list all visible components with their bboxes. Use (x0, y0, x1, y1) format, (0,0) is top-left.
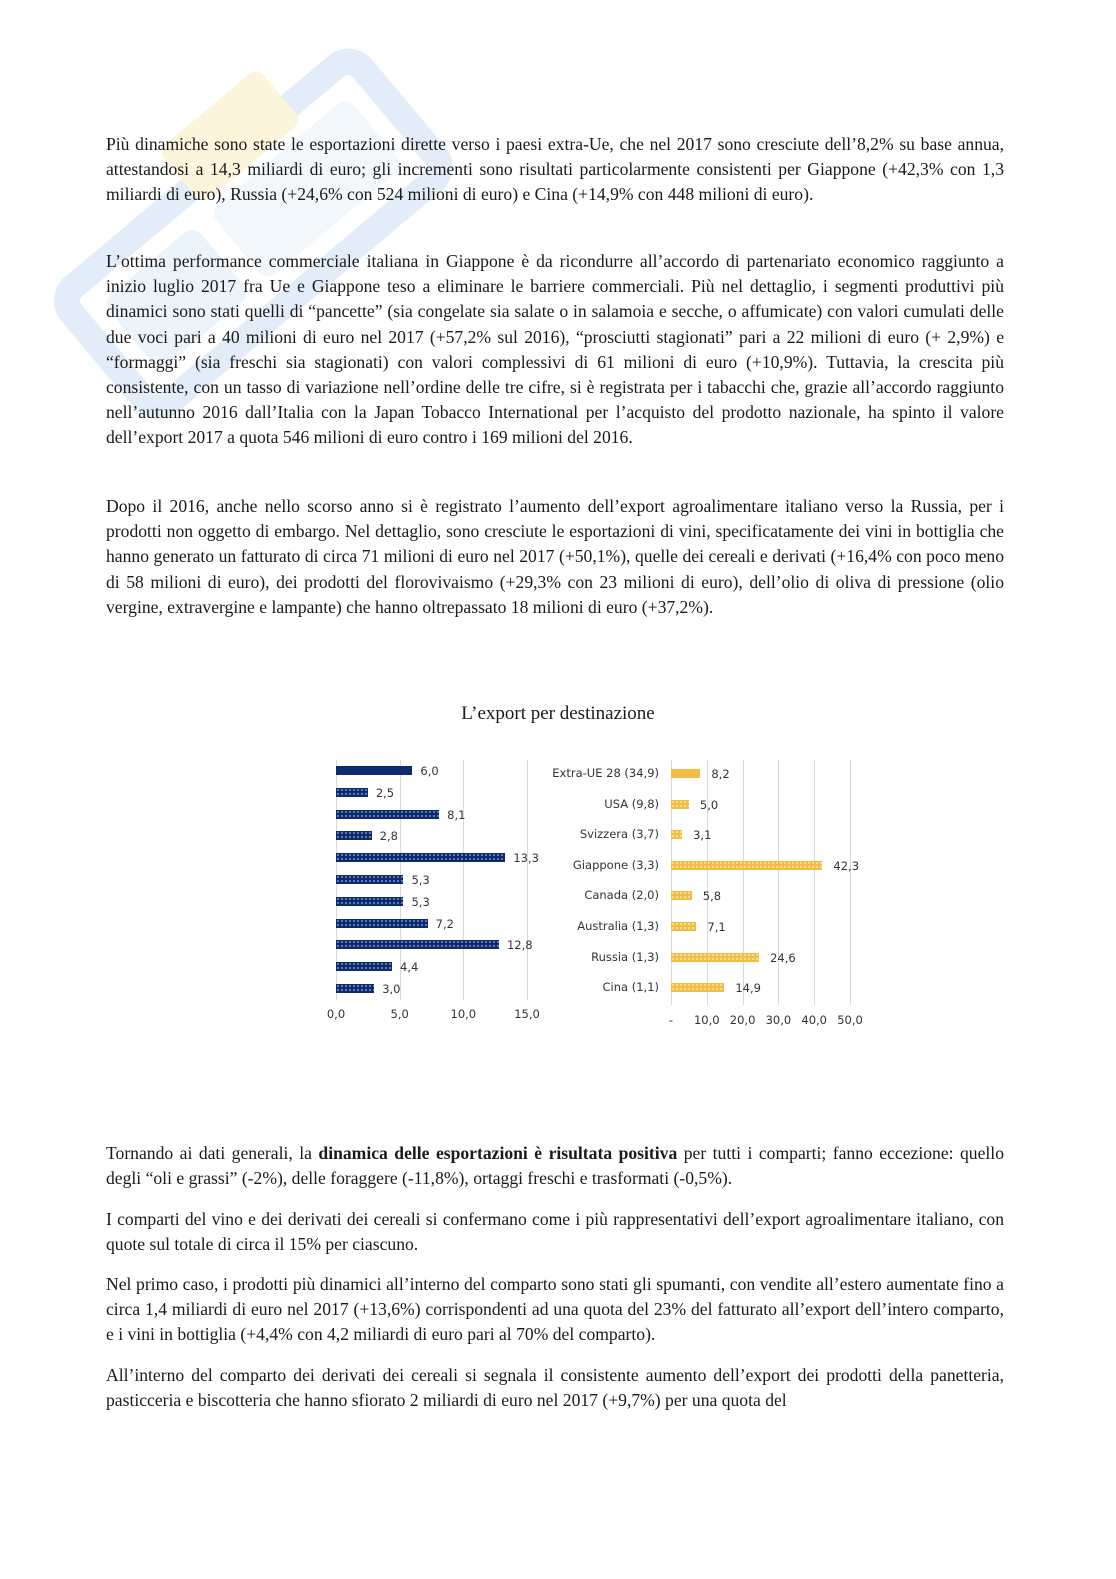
bar-value-label: 2,5 (375, 785, 395, 800)
bar (671, 830, 682, 839)
bar-value-label: 24,6 (770, 950, 796, 965)
paragraph-extra-eu-exports: Più dinamiche sono state le esportazioni dirette verso i paesi extra-Ue, che nel 2017 sono cresciute dell’8,2% su base annua, attestandosi a 14,3 miliardi di euro; gli incrementi sono risultati particolarmente consistenti per Giappone (+42,3% con 1,3 miliardi di euro), Russia (+24,6% con 524 milioni di euro) e Cina (+14,9% con 448 milioni di euro). (106, 134, 1004, 205)
paragraph-japan-performance: L’ottima performance commerciale italiana in Giappone è da ricondurre all’accordo di partenariato economico raggiunto a inizio luglio 2017 fra Ue e Giappone teso a eliminare le barriere commerciali. Più nel dettaglio, i segmenti produttivi più dinamici sono stati quelli di “pancette” (sia congelate sia salate o in salamoia e secche, o affumicate) con valori cumulati delle due voci pari a 40 milioni di euro nel 2017 (+57,2% sul 2016), “prosciutti stagionati” pari a 22 milioni di euro (+ 2,9%) e “formaggi” (sia freschi sia stagionati) con valori complessivi di 61 milioni di euro (+10,9%). Tuttavia, la crescita più consistente, con un tasso di variazione nell’ordine delle tre cifre, si è registrata per i tabacchi che, grazie all’accordo raggiunto nell’autunno 2016 dall’Italia con la Japan Tobacco International per l’acquisto del prodotto nazionale, ha spinto il valore dell’export 2017 a quota 546 milioni di euro contro i 169 milioni del 2016. (106, 251, 1004, 448)
gridline (671, 760, 672, 1005)
x-axis-tick-label: 30,0 (765, 1013, 792, 1027)
bar-value-label: 8,2 (711, 767, 730, 781)
bar (671, 953, 759, 962)
bar-value-label: 3,1 (693, 828, 712, 843)
x-axis-tick-label: 20,0 (729, 1013, 756, 1027)
x-axis-tick-label: 0,0 (326, 1007, 346, 1021)
category-label: Giappone (3,3) (572, 857, 659, 872)
paragraph-bakery-products: All’interno del comparto dei derivati dei cereali si segnala il consistente aumento dell’export dei prodotti della panetteria, pasticceria e biscotteria che hanno sfiorato 2 miliardi di euro nel 2017 (+9,7%) per una quota del (106, 1365, 1004, 1411)
category-label: Canada (2,0) (584, 888, 659, 903)
gridline (850, 760, 851, 1005)
bar-value-label: 6,0 (420, 764, 439, 778)
bar-value-label: 12,8 (506, 938, 533, 953)
category-label: Russia (1,3) (591, 949, 659, 964)
bar (671, 861, 822, 870)
bar-value-label: 5,3 (411, 873, 430, 887)
x-axis-tick-label: - (668, 1013, 674, 1027)
text-span: per tutti i comparti; fanno eccezione: quello degli “oli e grassi” (-2%), delle foraggere (-11,8%), ortaggi freschi e trasformati (-0,5%). (106, 1143, 1004, 1189)
bar (671, 891, 692, 900)
bar (671, 922, 696, 931)
bar (671, 769, 700, 778)
gridline (743, 760, 744, 1005)
bar-value-label: 7,2 (435, 916, 454, 931)
bar-value-label: 5,8 (702, 889, 722, 904)
bar-value-label: 7,1 (707, 920, 726, 934)
bar (671, 800, 689, 809)
x-axis-tick-label: 40,0 (801, 1013, 827, 1027)
bar-value-label: 2,8 (379, 829, 398, 844)
bar-value-label: 42,3 (833, 858, 860, 873)
text-span: Tornando ai dati generali, la (106, 1143, 319, 1163)
x-axis-tick-label: 15,0 (514, 1007, 540, 1021)
bar-value-label: 5,3 (411, 894, 430, 909)
bold-highlight: dinamica delle esportazioni è risultata positiva (318, 1143, 678, 1163)
x-axis-tick-label: 10,0 (450, 1007, 477, 1021)
x-axis-tick-label: 50,0 (837, 1013, 863, 1027)
bar-value-label: 4,4 (400, 960, 419, 975)
bar-value-label: 3,0 (382, 982, 401, 996)
bar-value-label: 14,9 (735, 981, 761, 996)
category-label: Cina (1,1) (602, 980, 659, 995)
category-label: USA (9,8) (604, 796, 659, 811)
paragraph-russia-exports: Dopo il 2016, anche nello scorso anno si è registrato l’aumento dell’export agroalimentare italiano verso la Russia, per i prodotti non oggetto di embargo. Nel dettaglio, sono cresciute le esportazioni di vini, specificatamente dei vini in bottiglia che hanno generato un fatturato di circa 71 milioni di euro nel 2017 (+50,1%), quelle dei cereali e derivati (+16,4% con poco meno di 58 milioni di euro), dei prodotti del florovivaismo (+29,3% con 23 milioni di euro), dell’olio di oliva di pressione (olio vergine, extravergine e lampante) che hanno oltrepassato 18 milioni di euro (+37,2%). (106, 496, 1004, 617)
gridline (778, 760, 779, 1005)
category-label: Svizzera (3,7) (579, 827, 659, 842)
paragraph-sparkling-wine: Nel primo caso, i prodotti più dinamici all’interno del comparto sono stati gli spumanti, con vendite all’estero aumentate fino a circa 1,4 miliardi di euro nel 2017 (+13,6%) corrispondenti ad una quota del 23% del fatturato all’export dell’intero comparto, e i vini in bottiglia (+4,4% con 4,2 miliardi di euro pari al 70% del comparto). (106, 1274, 1004, 1345)
x-axis-tick-label: 5,0 (390, 1007, 409, 1021)
x-axis-tick-label: 10,0 (693, 1013, 720, 1027)
category-label: Australia (1,3) (577, 919, 659, 933)
bar-value-label: 8,1 (447, 807, 466, 822)
bar-value-label: 13,3 (513, 851, 539, 866)
paragraph-wine-cereals: I comparti del vino e dei derivati dei cereali si confermano come i più rappresentativi dell’export agroalimentare italiano, con quote sul totale di circa il 15% per ciascuno. (106, 1209, 1004, 1255)
gridline (814, 760, 815, 1005)
category-label: Extra-UE 28 (34,9) (552, 766, 659, 780)
figure-title: L’export per destinazione (461, 703, 655, 724)
bar (671, 983, 724, 992)
paragraph-general-dynamics (106, 1141, 1004, 1191)
bar-value-label: 5,0 (699, 797, 719, 812)
